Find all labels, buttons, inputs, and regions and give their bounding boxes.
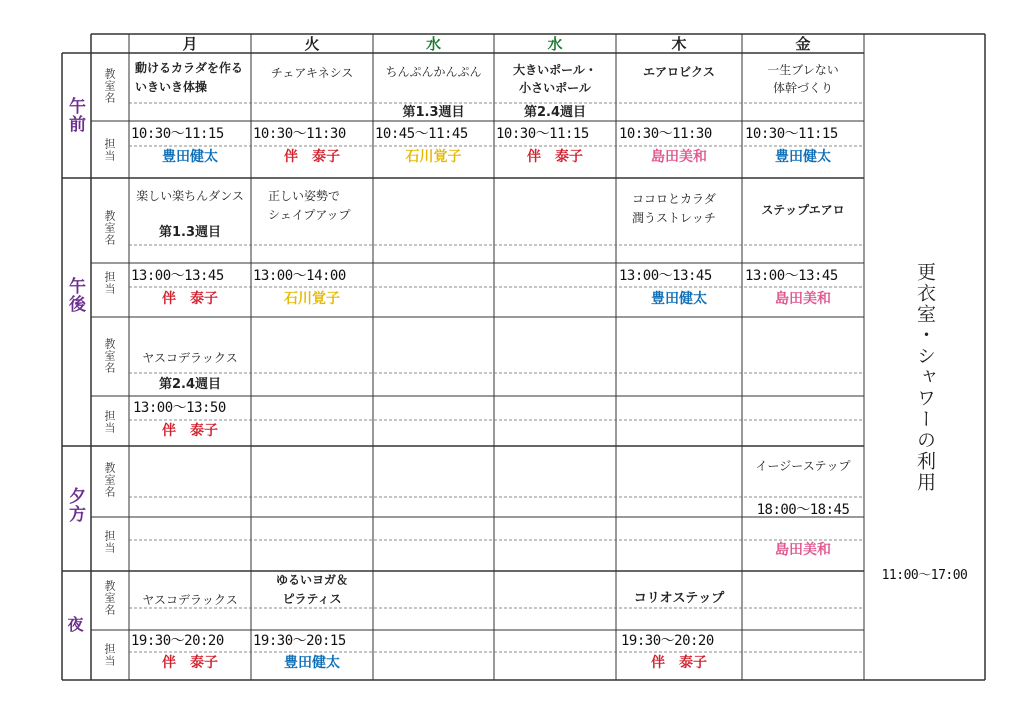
class-time: 10:30〜11:15 <box>496 126 589 142</box>
instructor-name: 豊田健太 <box>775 149 831 165</box>
label-room: 教室名 <box>103 462 116 498</box>
class-name: 正しい姿勢で <box>268 189 341 203</box>
instructor-name: 伴 泰子 <box>162 291 218 307</box>
class-time: 10:30〜11:15 <box>131 126 224 142</box>
class-name: シェイプアップ <box>268 208 351 222</box>
period-evening: 夕方 <box>65 487 85 523</box>
label-instructor: 担当 <box>103 643 116 667</box>
class-time: 10:30〜11:15 <box>745 126 838 142</box>
day-header-wed-1: 水 <box>425 35 441 53</box>
label-instructor: 担当 <box>103 138 116 162</box>
instructor-name: 島田美和 <box>651 149 707 165</box>
week-note: 第2.4週目 <box>523 105 587 120</box>
class-name: 楽しい楽ちんダンス <box>136 189 244 203</box>
label-instructor: 担当 <box>103 410 116 434</box>
day-header-mon: 月 <box>182 35 198 53</box>
period-afternoon: 午後 <box>65 277 85 313</box>
class-name: 動けるカラダを作る <box>135 61 243 75</box>
label-room: 教室名 <box>103 580 116 616</box>
instructor-name: 伴 泰子 <box>651 655 707 671</box>
class-time: 13:00〜13:50 <box>133 400 226 416</box>
class-time: 13:00〜13:45 <box>619 268 712 284</box>
week-note: 第1.3週目 <box>158 225 222 240</box>
class-time: 19:30〜20:20 <box>621 633 714 649</box>
locker-hours: 11:00〜17:00 <box>881 568 968 583</box>
day-header-tue: 火 <box>304 35 320 53</box>
class-time: 10:45〜11:45 <box>375 126 468 142</box>
instructor-name: 豊田健太 <box>284 655 340 671</box>
class-time: 13:00〜13:45 <box>131 268 224 284</box>
instructor-name: 石川覚子 <box>284 291 340 307</box>
label-instructor: 担当 <box>103 530 116 554</box>
class-name: ゆるいヨガ＆ <box>275 573 348 587</box>
class-name: ステップエアロ <box>761 203 845 217</box>
class-time: 10:30〜11:30 <box>253 126 346 142</box>
class-name: 大きいポール・ <box>513 63 597 77</box>
class-name: 一生ブレない <box>767 63 839 77</box>
class-name: ちんぷんかんぷん <box>385 65 482 79</box>
class-name: 潤うストレッチ <box>632 211 716 225</box>
period-night: 夜 <box>65 616 84 633</box>
day-header-thu: 木 <box>671 35 687 53</box>
instructor-name: 島田美和 <box>775 542 831 558</box>
class-time: 19:30〜20:20 <box>131 633 224 649</box>
class-time: 13:00〜14:00 <box>253 268 346 284</box>
class-time: 13:00〜13:45 <box>745 268 838 284</box>
period-morning: 午前 <box>65 97 85 133</box>
class-name: 体幹づくり <box>772 81 833 95</box>
instructor-name: 伴 泰子 <box>162 423 218 439</box>
instructor-name: 伴 泰子 <box>284 149 340 165</box>
label-instructor: 担当 <box>103 271 116 295</box>
class-name: ココロとカラダ <box>632 192 716 206</box>
class-name: ヤスコデラックス <box>142 593 238 607</box>
week-note: 第1.3週目 <box>402 105 465 120</box>
instructor-name: 島田美和 <box>775 291 831 307</box>
class-name: ピラティス <box>282 592 342 606</box>
label-room: 教室名 <box>103 210 116 246</box>
locker-title: 更衣室・シャワーの利用 <box>914 262 936 493</box>
class-name: ヤスコデラックス <box>142 351 238 365</box>
day-header-wed-2: 水 <box>547 35 563 53</box>
class-name: 小さいポール <box>519 81 591 95</box>
instructor-name: 伴 泰子 <box>162 655 218 671</box>
instructor-name: 豊田健太 <box>651 291 707 307</box>
class-name: イージーステップ <box>755 459 851 473</box>
class-time: 18:00〜18:45 <box>756 502 850 518</box>
instructor-name: 伴 泰子 <box>527 149 583 165</box>
class-name: チェアキネシス <box>270 66 354 80</box>
class-name: いきいき体操 <box>135 80 208 94</box>
label-room: 教室名 <box>103 338 116 374</box>
week-note: 第2.4週目 <box>158 377 222 392</box>
class-name: エアロビクス <box>643 65 715 79</box>
class-time: 19:30〜20:15 <box>253 633 346 649</box>
instructor-name: 豊田健太 <box>162 149 218 165</box>
class-time: 10:30〜11:30 <box>619 126 712 142</box>
label-room: 教室名 <box>103 68 116 104</box>
class-name: コリオステップ <box>633 591 725 606</box>
day-header-fri: 金 <box>795 35 811 53</box>
instructor-name: 石川覚子 <box>405 149 462 165</box>
